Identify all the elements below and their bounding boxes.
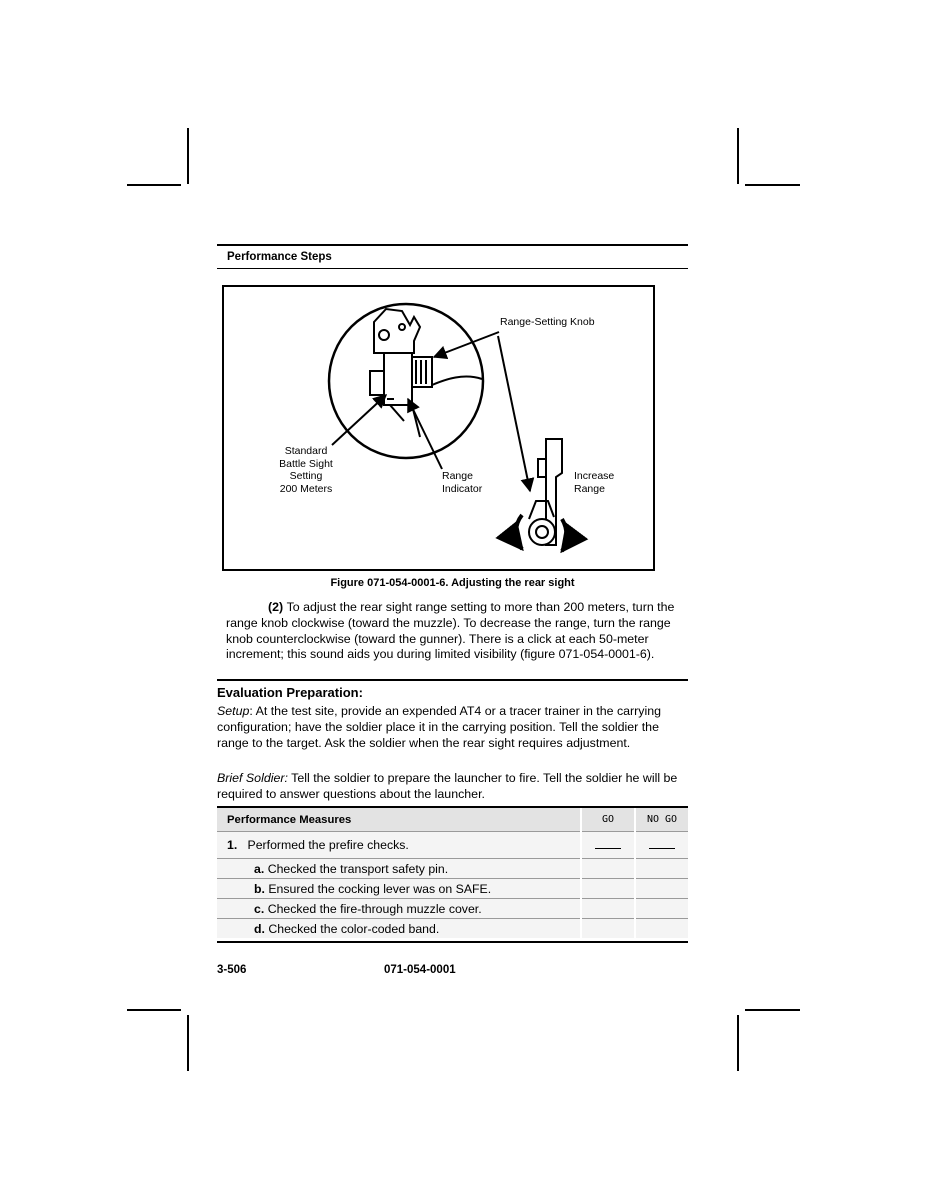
label-line: Battle Sight <box>279 457 333 470</box>
label-line: Standard <box>284 445 328 457</box>
label-line: Increase <box>574 470 615 482</box>
measure-number: 1. <box>227 838 238 852</box>
rotation-arrow-right <box>562 519 567 551</box>
measure-1a <box>217 859 581 879</box>
brief-label: Brief Soldier: <box>217 771 288 785</box>
label-standard-battle-sight <box>268 445 344 495</box>
table-row <box>217 919 688 939</box>
launcher-sight-side <box>529 439 562 545</box>
rotation-arrow-left <box>516 515 522 549</box>
table-bottom-rule <box>217 941 688 943</box>
leader-range-knob-2 <box>498 336 530 491</box>
rear-sight-figure <box>222 285 655 571</box>
go-cell <box>581 919 635 939</box>
label-line: Range <box>442 470 473 482</box>
performance-measures-table <box>217 808 688 938</box>
header-top-rule <box>217 244 688 246</box>
measure-1d <box>217 919 581 939</box>
label-range-setting-knob: Range-Setting Knob <box>500 316 595 328</box>
measure-1 <box>217 832 581 859</box>
step-text: To adjust the rear sight range setting to more than 200 meters, turn the range knob clockwise (toward the muzzle). To decrease the range, turn the range knob counterclockwise (toward the gunner). There is a click at each 50-meter increment; this sound aids you during limited visibility (figure 071-054-0001-6). <box>226 600 675 662</box>
task-number: 071-054-0001 <box>384 964 456 976</box>
label-line: Indicator <box>442 482 483 495</box>
go-cell <box>581 859 635 879</box>
go-blank[interactable] <box>581 832 635 859</box>
table-row <box>217 879 688 899</box>
crop-mark <box>737 128 739 184</box>
go-cell <box>581 879 635 899</box>
nogo-cell <box>635 859 688 879</box>
nogo-cell <box>635 899 688 919</box>
sub-letter: a. <box>254 861 265 876</box>
nogo-blank[interactable] <box>635 832 688 859</box>
measure-text: Performed the prefire checks. <box>247 838 409 852</box>
crop-mark <box>127 184 181 186</box>
figure-caption: Figure 071-054-0001-6. Adjusting the rear sight <box>330 577 575 589</box>
header-bottom-rule <box>217 268 688 269</box>
sub-text: Checked the transport safety pin. <box>267 861 449 876</box>
label-line: Range <box>574 482 605 495</box>
rear-sight-illustration <box>224 287 653 569</box>
label-line: 200 Meters <box>279 482 333 495</box>
sub-text: Checked the color-coded band. <box>268 921 440 936</box>
crop-mark <box>187 1015 189 1071</box>
sub-letter: b. <box>254 881 265 896</box>
setup-text: : At the test site, provide an expended AT4 or a tracer trainer in the carrying configuration; have the soldier place it in the carrying position. Tell the soldier the range to the target. Ask the soldier when the rear sight requires adjustment. <box>217 704 662 750</box>
sub-letter: c. <box>254 901 265 916</box>
evaluation-heading: Evaluation Preparation: <box>217 685 363 700</box>
measures-header: Performance Measures <box>217 808 581 832</box>
nogo-header: NO GO <box>635 808 688 832</box>
setup-paragraph <box>217 704 682 751</box>
crop-mark <box>187 128 189 184</box>
page-number: 3-506 <box>217 964 247 976</box>
label-increase-range <box>574 470 614 495</box>
section-header: Performance Steps <box>227 251 332 263</box>
label-range-indicator <box>442 470 482 495</box>
crop-mark <box>745 184 800 186</box>
step-2-paragraph <box>226 600 684 663</box>
sub-text: Ensured the cocking lever was on SAFE. <box>268 881 492 896</box>
measure-1c <box>217 899 581 919</box>
go-cell <box>581 899 635 919</box>
table-row <box>217 832 688 859</box>
section-rule <box>217 679 688 681</box>
setup-label: Setup <box>217 704 250 718</box>
label-line: Setting <box>289 470 323 482</box>
nogo-cell <box>635 919 688 939</box>
nogo-cell <box>635 879 688 899</box>
table-row <box>217 859 688 879</box>
go-header: GO <box>581 808 635 832</box>
sub-text: Checked the fire-through muzzle cover. <box>267 901 482 916</box>
brief-text: Tell the soldier to prepare the launcher to fire. Tell the soldier he will be required to answer questions about the launcher. <box>217 771 678 801</box>
table-row <box>217 899 688 919</box>
table-header-row <box>217 808 688 832</box>
crop-mark <box>127 1009 181 1011</box>
crop-mark <box>745 1009 800 1011</box>
crop-mark <box>737 1015 739 1071</box>
brief-soldier-paragraph <box>217 771 682 803</box>
measure-1b <box>217 879 581 899</box>
step-number: (2) <box>268 600 284 614</box>
sub-letter: d. <box>254 921 265 936</box>
